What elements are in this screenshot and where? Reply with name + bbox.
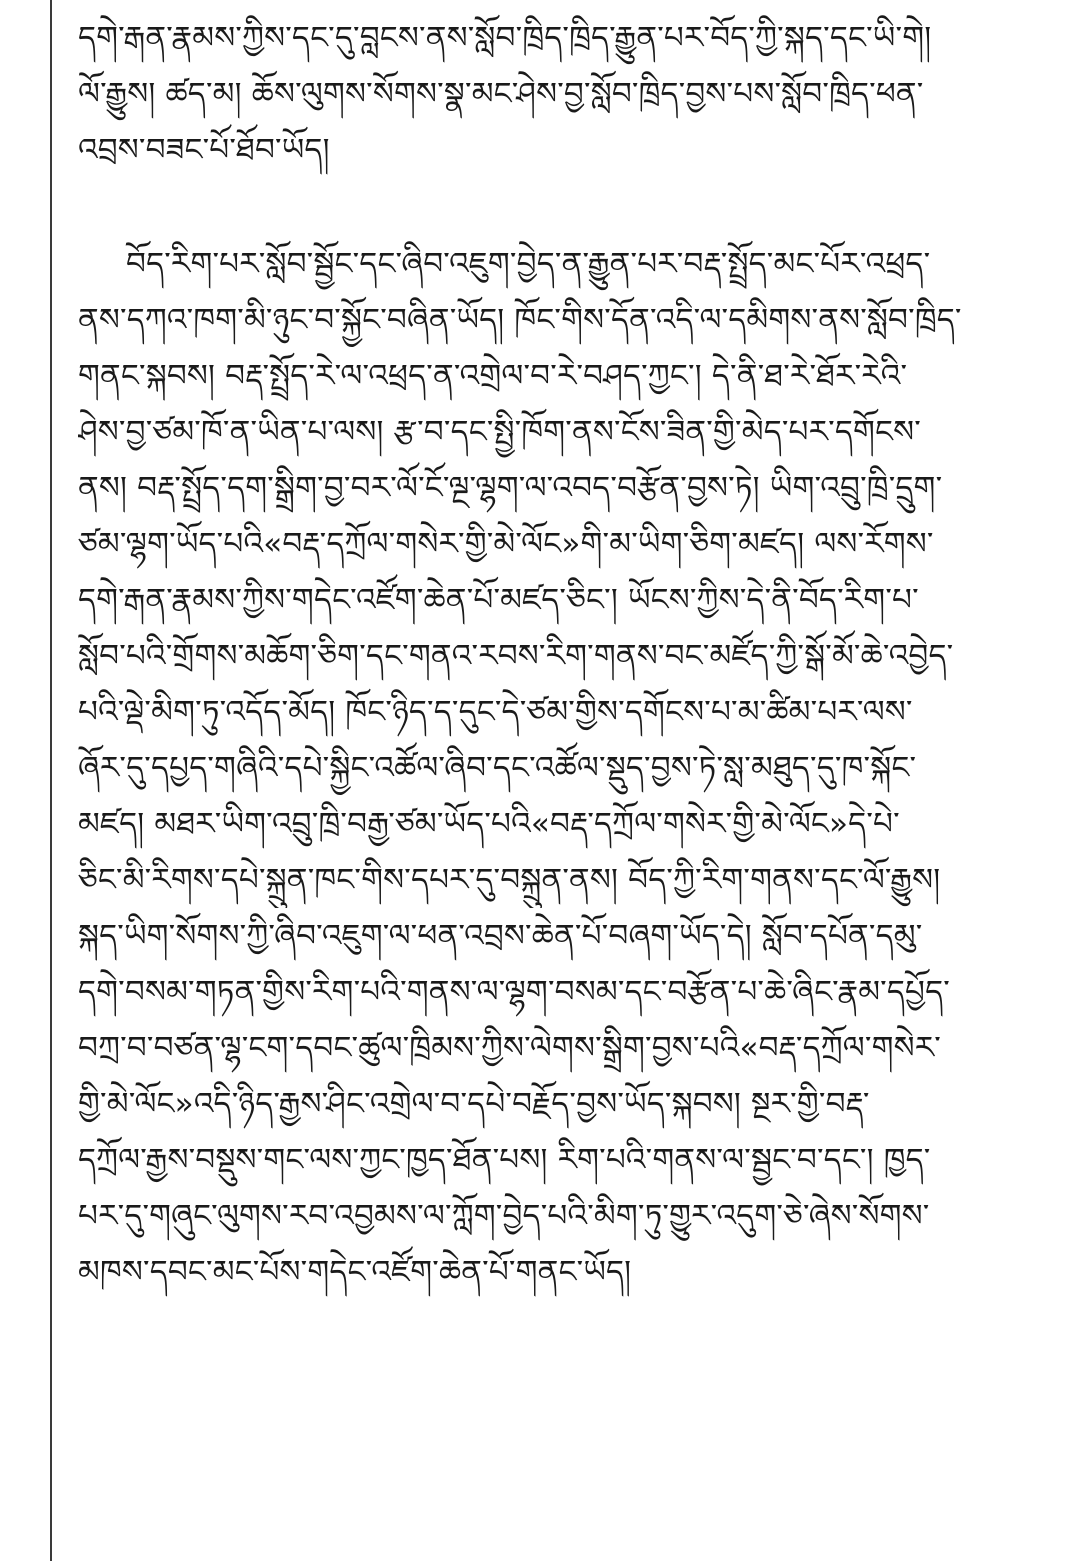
text-line: གནང་སྐབས། བརྡ་སྤྲོད་རེ་ལ་འཕྲད་ན་འགྲེལ་བ་རེ་བཤད་ཀྱང་། དེ་ནི་ཐ་རེ་ཐོར་རེའི་ (78, 358, 908, 394)
text-line: དགེ་རྒན་རྣམས་ཀྱིས་དང་དུ་བླངས་ནས་སློབ་ཁྲིད་ཁྲིད་རྒྱུན་པར་བོད་ཀྱི་སྐད་དང་ཡི་གེ། (78, 20, 932, 56)
text-line: འབྲས་བཟང་པོ་ཐོབ་ཡོད། (78, 132, 330, 168)
text-line: ཅིང་མི་རིགས་དཔེ་སྐྲུན་ཁང་གིས་དཔར་དུ་བསྐྲུན་ནས། བོད་ཀྱི་རིག་གནས་དང་ལོ་རྒྱུས། (78, 862, 941, 898)
text-line: ལོ་རྒྱུས། ཚད་མ། ཆོས་ལུགས་སོགས་སྣ་མང་ཤེས་བྱ་སློབ་ཁྲིད་བྱས་པས་སློབ་ཁྲིད་ཕན་ (78, 76, 924, 112)
text-line: པའི་ལྡེ་མིག་ཏུ་འདོད་མོད། ཁོང་ཉིད་ད་དུང་དེ་ཙམ་གྱིས་དགོངས་པ་མ་ཚིམ་པར་ལས་ (78, 694, 913, 730)
text-line: དཀྲོལ་རྒྱས་བསྡུས་གང་ལས་ཀྱང་ཁྱད་ཐོན་པས། རིག་པའི་གནས་ལ་སྦྱང་བ་དང་། ཁྱད་ (78, 1142, 931, 1178)
text-line: ནས་དཀའ་ཁག་མི་ཉུང་བ་སྐྱོང་བཞིན་ཡོད། ཁོང་གིས་དོན་འདི་ལ་དམིགས་ནས་སློབ་ཁྲིད་ (78, 302, 962, 338)
text-line: ནས། བརྡ་སྤྲོད་དག་སྒྲིག་བྱ་བར་ལོ་ངོ་ལྔ་ལྷག་ལ་འབད་བརྩོན་བྱས་ཏེ། ཡིག་འབྲུ་ཁྲི་དྲུག་ (78, 470, 943, 506)
text-line: ཙམ་ལྷག་ཡོད་པའི«བརྡ་དཀྲོལ་གསེར་གྱི་མེ་ལོང»གི་མ་ཡིག་ཅིག་མཛད། ལས་རོགས་ (78, 526, 934, 562)
text-line: སྐད་ཡིག་སོགས་ཀྱི་ཞིབ་འཇུག་ལ་ཕན་འབྲས་ཆེན་པོ་བཞག་ཡོད་དེ། སློབ་དཔོན་དམུ་ (78, 918, 923, 954)
left-margin-rule (50, 0, 52, 1561)
text-line: ཤེས་བྱ་ཙམ་ཁོ་ན་ཡིན་པ་ལས། རྩ་བ་དང་སྤྱི་ཁོག་ནས་ངོས་ཟིན་གྱི་མེད་པར་དགོངས་ (78, 414, 921, 450)
text-line: བོད་རིག་པར་སློབ་སྦྱོང་དང་ཞིབ་འཇུག་བྱེད་ན་རྒྱུན་པར་བརྡ་སྤྲོད་མང་པོར་འཕྲད་ (126, 246, 931, 282)
text-line: དགེ་བསམ་གཏན་གྱིས་རིག་པའི་གནས་ལ་ལྷག་བསམ་དང་བརྩོན་པ་ཆེ་ཞིང་རྣམ་དཔྱོད་ (78, 974, 950, 1010)
text-line: བཀྲ་བ་བཙན་ལྷ་ངག་དབང་ཚུལ་ཁྲིམས་ཀྱིས་ལེགས་སྒྲིག་བྱས་པའི«བརྡ་དཀྲོལ་གསེར་ (78, 1030, 941, 1066)
text-line: གྱི་མེ་ལོང»འདི་ཉིད་རྒྱས་ཤིང་འགྲེལ་བ་དཔེ་བརྗོད་བྱས་ཡོད་སྐབས། སྔར་གྱི་བརྡ་ (78, 1086, 870, 1122)
text-line: པར་དུ་གཞུང་ལུགས་རབ་འབྱམས་ལ་ཀློག་བྱེད་པའི་མིག་ཏུ་གྱུར་འདུག་ཅེ་ཞེས་སོགས་ (78, 1198, 930, 1234)
paragraph-1 (78, 10, 1052, 178)
text-line: སློབ་པའི་གྲོགས་མཆོག་ཅིག་དང་གནའ་རབས་རིག་གནས་བང་མཛོད་ཀྱི་སྒོ་མོ་ཆེ་འབྱེད་ (78, 638, 954, 674)
text-line: མཁས་དབང་མང་པོས་གདེང་འཛོག་ཆེན་པོ་གནང་ཡོད། (78, 1254, 632, 1290)
text-line: དགེ་རྒན་རྣམས་ཀྱིས་གདེང་འཛོག་ཆེན་པོ་མཛད་ཅིང་། ཡོངས་ཀྱིས་དེ་ནི་བོད་རིག་པ་ (78, 582, 919, 618)
text-line: ཞོར་དུ་དཔྱད་གཞིའི་དཔེ་སྐྱིང་འཚོལ་ཞིབ་དང་འཚོལ་སྡུད་བྱས་ཏེ་སླ་མཐུད་དུ་ཁ་སྐོང་ (78, 750, 917, 786)
text-line: མཛད། མཐར་ཡིག་འབྲུ་ཁྲི་བརྒྱ་ཙམ་ཡོད་པའི«བརྡ་དཀྲོལ་གསེར་གྱི་མེ་ལོང»དེ་པེ་ (78, 806, 900, 842)
paragraph-2 (78, 236, 1052, 1300)
